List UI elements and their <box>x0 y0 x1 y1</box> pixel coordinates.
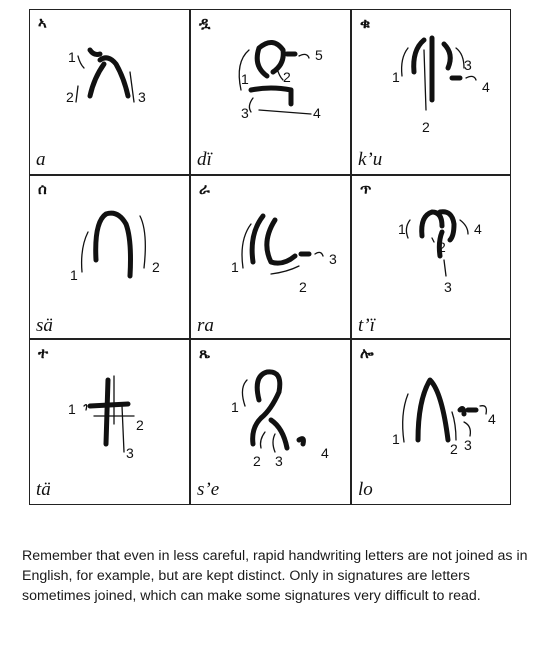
transliteration-label: t’ï <box>358 315 375 336</box>
stroke-number: 2 <box>253 453 261 469</box>
transliteration-label: a <box>36 149 46 170</box>
stroke-diagram <box>30 340 190 505</box>
stroke-number: 4 <box>321 445 329 461</box>
letter-glyph: ሰ <box>38 180 47 198</box>
stroke-number: 2 <box>66 89 74 105</box>
stroke-number: 3 <box>464 437 472 453</box>
transliteration-label: s’e <box>197 479 220 500</box>
stroke-number: 1 <box>68 49 76 65</box>
letter-glyph: ቁ <box>360 14 371 32</box>
letter-glyph: ጼ <box>199 344 210 362</box>
letter-stroke-grid <box>29 9 511 505</box>
stroke-diagram <box>30 10 190 175</box>
transliteration-label: tä <box>36 479 51 500</box>
stroke-number: 4 <box>313 105 321 121</box>
stroke-diagram <box>352 176 512 341</box>
stroke-number: 3 <box>275 453 283 469</box>
letter-glyph: ተ <box>38 344 49 362</box>
stroke-number: 2 <box>283 69 291 85</box>
letter-cell-lo <box>352 340 512 505</box>
letter-glyph: ሎ <box>360 344 374 362</box>
stroke-number: 1 <box>231 259 239 275</box>
letter-glyph: ኣ <box>38 14 47 32</box>
stroke-diagram <box>352 340 512 505</box>
transliteration-label: dï <box>197 149 212 170</box>
stroke-number: 2 <box>136 417 144 433</box>
letter-cell-ra <box>191 176 351 341</box>
stroke-number: 4 <box>488 411 496 427</box>
letter-cell-ta <box>30 340 190 505</box>
letter-cell-a <box>30 10 190 175</box>
stroke-number: 2 <box>299 279 307 295</box>
stroke-number: 2 <box>152 259 160 275</box>
letter-glyph: ዷ <box>199 14 211 32</box>
stroke-diagram <box>191 176 351 341</box>
letter-cell-di <box>191 10 351 175</box>
stroke-number: 1 <box>68 401 76 417</box>
stroke-number: 5 <box>315 47 323 63</box>
transliteration-label: k’u <box>358 149 383 170</box>
stroke-number: 1 <box>70 267 78 283</box>
transliteration-label: sä <box>36 315 53 336</box>
letter-cell-ku <box>352 10 512 175</box>
stroke-number: 1 <box>241 71 249 87</box>
stroke-number: 3 <box>241 105 249 121</box>
stroke-number: 4 <box>482 79 490 95</box>
stroke-diagram <box>30 176 190 341</box>
stroke-number: 1 <box>392 431 400 447</box>
stroke-number: 2 <box>450 441 458 457</box>
stroke-number: 3 <box>444 279 452 295</box>
stroke-number: 2 <box>422 119 430 135</box>
stroke-diagram <box>191 10 351 175</box>
letter-glyph: ጥ <box>360 180 372 198</box>
stroke-number: 1 <box>231 399 239 415</box>
stroke-number: 3 <box>329 251 337 267</box>
handwriting-note: Remember that even in less careful, rapid handwriting letters are not joined as in English, for example, but are kept distinct. Only in signatures are letters sometimes joined, which can make some signatures very difficult to read. <box>22 548 528 604</box>
transliteration-label: ra <box>197 315 214 336</box>
stroke-number: 2 <box>438 239 446 255</box>
stroke-number: 1 <box>392 69 400 85</box>
stroke-number: 3 <box>126 445 134 461</box>
stroke-number: 3 <box>464 57 472 73</box>
stroke-number: 1 <box>398 221 406 237</box>
transliteration-label: lo <box>358 479 373 500</box>
letter-cell-se <box>191 340 351 505</box>
letter-cell-sa <box>30 176 190 341</box>
letter-cell-ti <box>352 176 512 341</box>
stroke-number: 3 <box>138 89 146 105</box>
letter-glyph: ራ <box>199 180 210 198</box>
stroke-number: 4 <box>474 221 482 237</box>
